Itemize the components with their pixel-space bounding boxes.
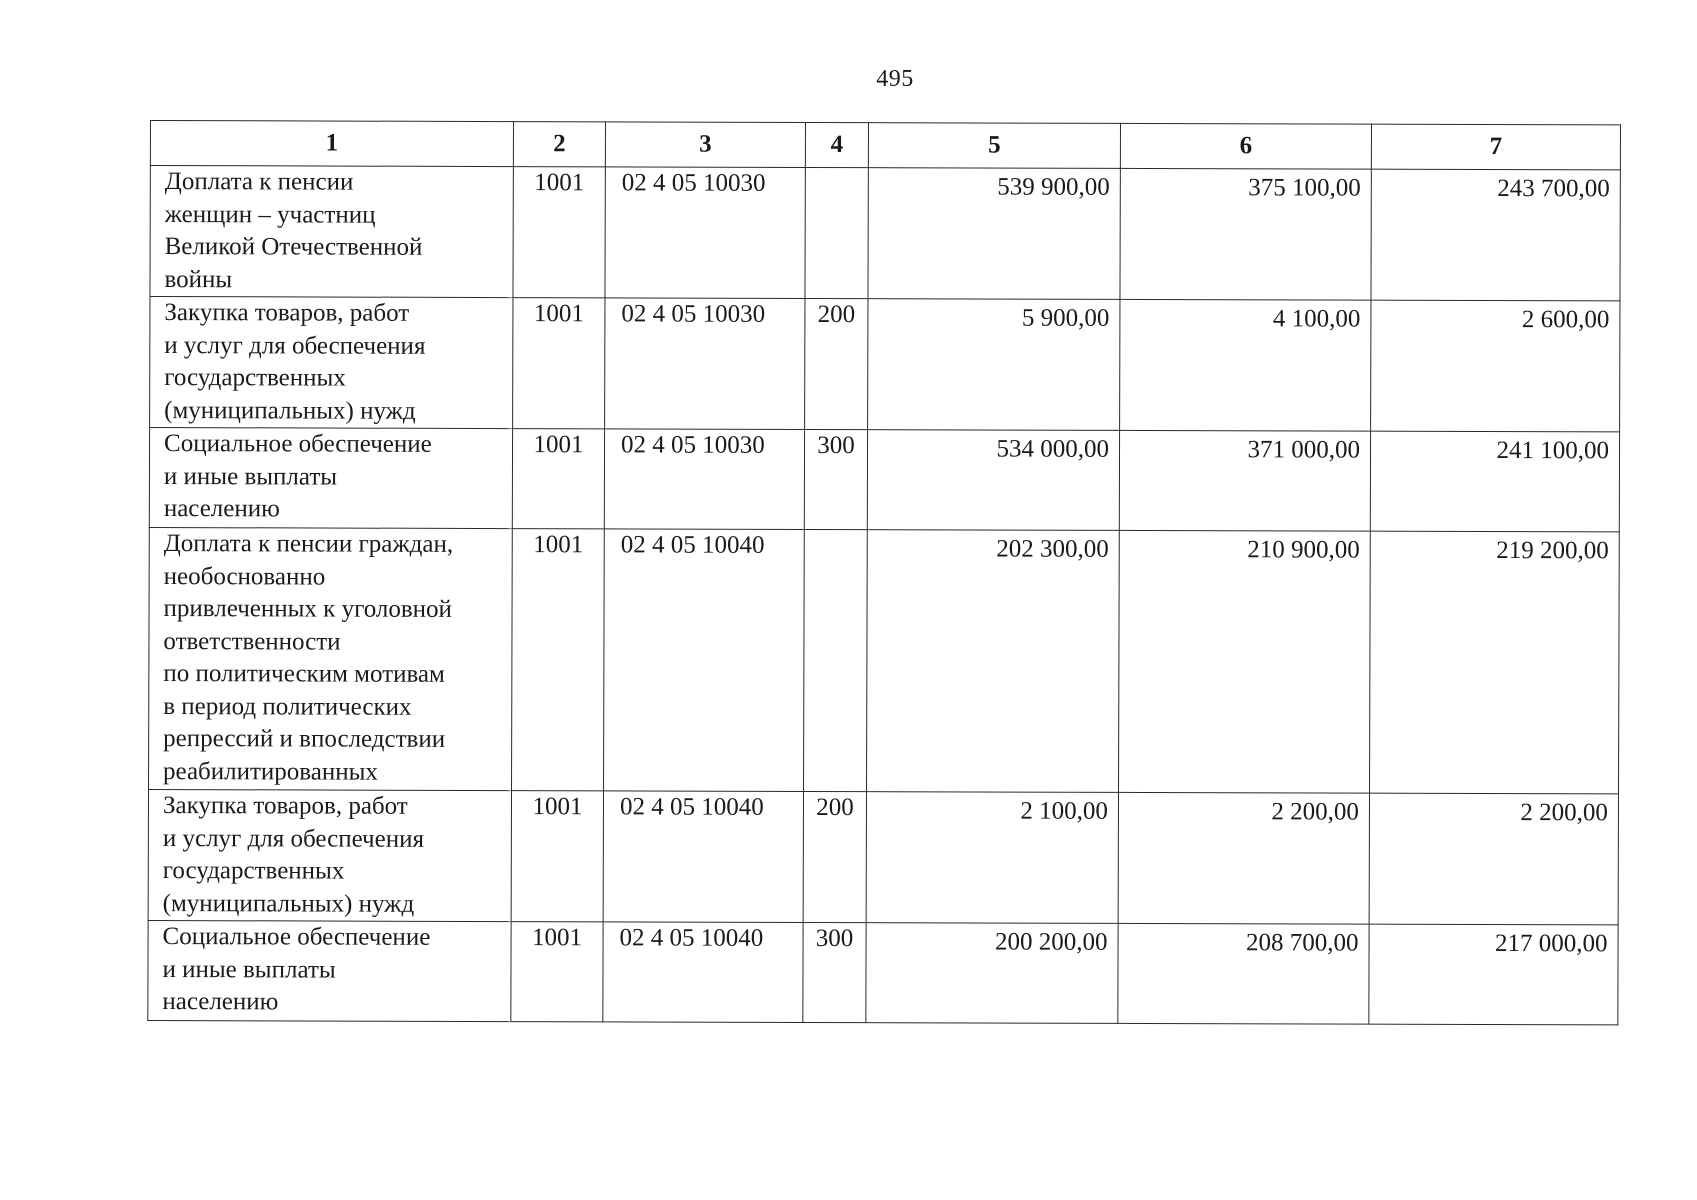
row-expense-type: 300 [803, 922, 866, 1022]
row-expense-type: 200 [803, 791, 866, 922]
table-row [150, 166, 1620, 301]
page-number: 495 [876, 66, 914, 92]
row-amount-col7: 241 100,00 [1370, 431, 1619, 532]
row-section-code: 1001 [512, 529, 605, 791]
row-amount-col6: 210 900,00 [1119, 530, 1371, 793]
header-cell-1: 1 [150, 121, 513, 167]
table-row [148, 789, 1618, 924]
row-amount-col6: 2 200,00 [1118, 792, 1369, 924]
row-name: Социальное обеспечение и иные выплаты населению [148, 920, 511, 1021]
row-section-code: 1001 [511, 791, 603, 922]
table-body [148, 166, 1621, 1025]
header-cell-4: 4 [805, 122, 868, 167]
row-section-code: 1001 [511, 922, 603, 1022]
table-row [149, 428, 1619, 532]
row-name: Доплата к пенсии граждан, необоснованно привлеченных к уголовной ответственности по политическим мотивам в период политических репрессий и впоследствии реабилитированных [149, 527, 513, 790]
header-row [150, 121, 1620, 170]
row-amount-col5: 5 900,00 [868, 299, 1120, 431]
table-header [150, 121, 1620, 170]
row-target-code: 02 4 05 10040 [603, 922, 803, 1023]
row-amount-col5: 2 100,00 [866, 792, 1118, 924]
header-cell-7: 7 [1371, 124, 1620, 170]
row-expense-type: 300 [804, 429, 867, 529]
row-name: Доплата к пенсии женщин – участниц Великой Отечественной войны [150, 166, 513, 298]
table-row [148, 920, 1618, 1024]
header-cell-3: 3 [605, 122, 805, 168]
header-cell-5: 5 [868, 123, 1120, 169]
table-row [149, 527, 1620, 793]
row-target-code: 02 4 05 10030 [604, 429, 804, 530]
row-amount-col5: 202 300,00 [867, 530, 1120, 793]
row-amount-col7: 2 200,00 [1369, 793, 1618, 925]
table-row [150, 297, 1620, 432]
row-section-code: 1001 [513, 298, 605, 429]
row-name: Социальное обеспечение и иные выплаты населению [149, 428, 512, 529]
row-section-code: 1001 [513, 167, 605, 298]
header-cell-6: 6 [1120, 123, 1371, 169]
row-expense-type [805, 167, 868, 298]
row-section-code: 1001 [512, 429, 604, 529]
row-amount-col5: 534 000,00 [867, 430, 1119, 531]
row-expense-type [804, 529, 868, 791]
row-amount-col5: 200 200,00 [866, 923, 1118, 1024]
row-amount-col6: 208 700,00 [1118, 923, 1369, 1024]
row-name: Закупка товаров, работ и услуг для обеспечения государственных (муниципальных) нужд [150, 297, 513, 429]
row-amount-col6: 371 000,00 [1119, 430, 1370, 531]
row-target-code: 02 4 05 10040 [604, 529, 805, 792]
row-name: Закупка товаров, работ и услуг для обеспечения государственных (муниципальных) нужд [148, 789, 511, 921]
row-amount-col7: 243 700,00 [1371, 169, 1620, 301]
row-target-code: 02 4 05 10040 [603, 791, 803, 923]
budget-table [147, 120, 1621, 1025]
row-expense-type: 200 [805, 298, 868, 429]
header-cell-2: 2 [513, 122, 605, 167]
row-target-code: 02 4 05 10030 [605, 167, 805, 299]
row-amount-col6: 375 100,00 [1120, 168, 1371, 300]
row-amount-col7: 2 600,00 [1371, 300, 1620, 432]
row-target-code: 02 4 05 10030 [605, 298, 805, 430]
row-amount-col6: 4 100,00 [1120, 299, 1371, 431]
row-amount-col7: 217 000,00 [1369, 924, 1618, 1025]
row-amount-col7: 219 200,00 [1370, 531, 1620, 794]
row-amount-col5: 539 900,00 [868, 168, 1120, 300]
